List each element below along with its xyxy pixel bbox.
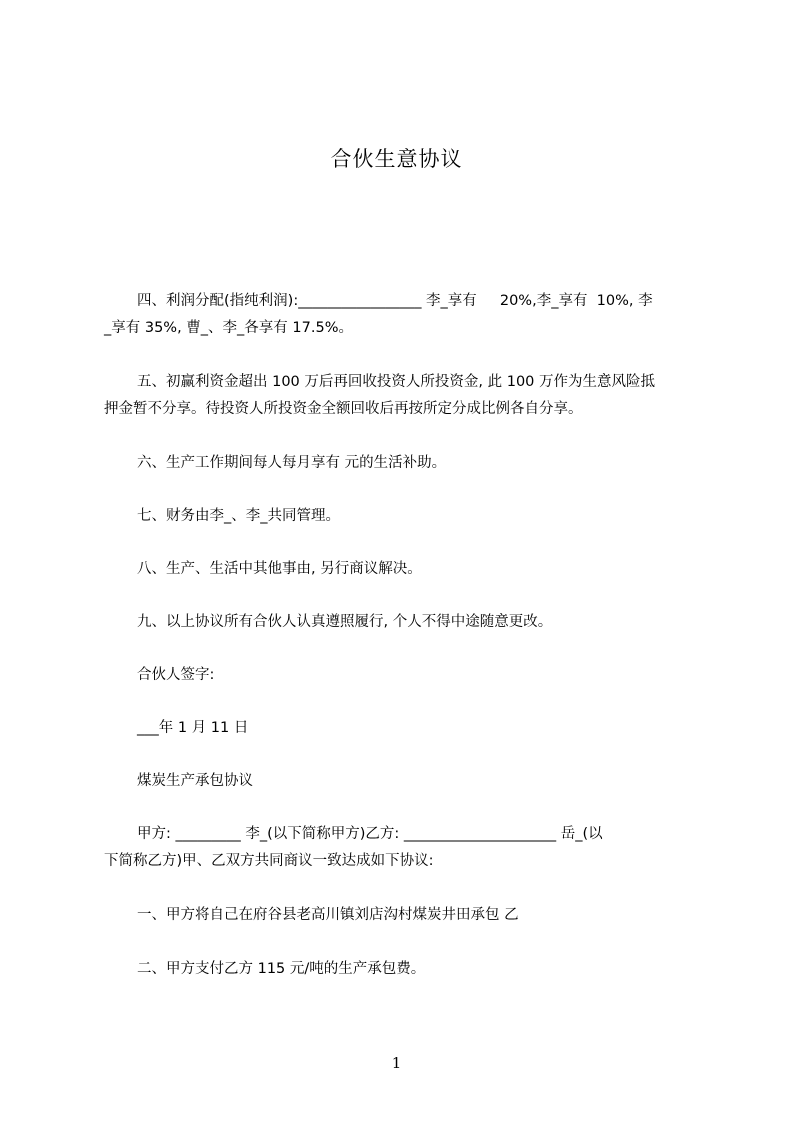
paragraph-line: 七、财务由李_、李_共同管理。 (137, 508, 340, 524)
paragraph-line: 六、生产工作期间每人每月享有 元的生活补助。 (137, 455, 447, 471)
page-number: 1 (391, 1054, 402, 1072)
signature-label: 合伙人签字: (137, 667, 215, 683)
document-title: 合伙生意协议 (330, 147, 463, 171)
paragraph-line: 九、以上协议所有合伙人认真遵照履行, 个人不得中途随意更改。 (137, 614, 553, 630)
paragraph-line: 八、生产、生活中其他事由, 另行商议解决。 (137, 561, 422, 577)
paragraph-line: 二、甲方支付乙方 115 元/吨的生产承包费。 (137, 961, 426, 977)
paragraph-line: 四、利润分配(指纯利润):_________________ 李_享有 20%,李_享有 10%, 李 (137, 293, 653, 309)
paragraph-line: 下简称乙方)甲、乙双方共同商议一致达成如下协议: (104, 853, 434, 869)
paragraph-line: 押金暂不分享。待投资人所投资金全额回收后再按所定分成比例各自分享。 (104, 401, 583, 417)
paragraph-line: _享有 35%, 曹_、李_各享有 17.5%。 (104, 320, 353, 336)
paragraph-line: 甲方: _________ 李_(以下简称甲方)乙方: _____________________ 岳_(以 (137, 826, 603, 842)
paragraph-line: 一、甲方将自己在府谷县老高川镇刘店沟村煤炭井田承包 乙 (137, 907, 519, 923)
paragraph-line: 五、初赢利资金超出 100 万后再回收投资人所投资金, 此 100 万作为生意风险抵 (137, 374, 656, 390)
date-line: ___年 1 月 11 日 (137, 720, 249, 736)
section-heading: 煤炭生产承包协议 (137, 773, 253, 789)
